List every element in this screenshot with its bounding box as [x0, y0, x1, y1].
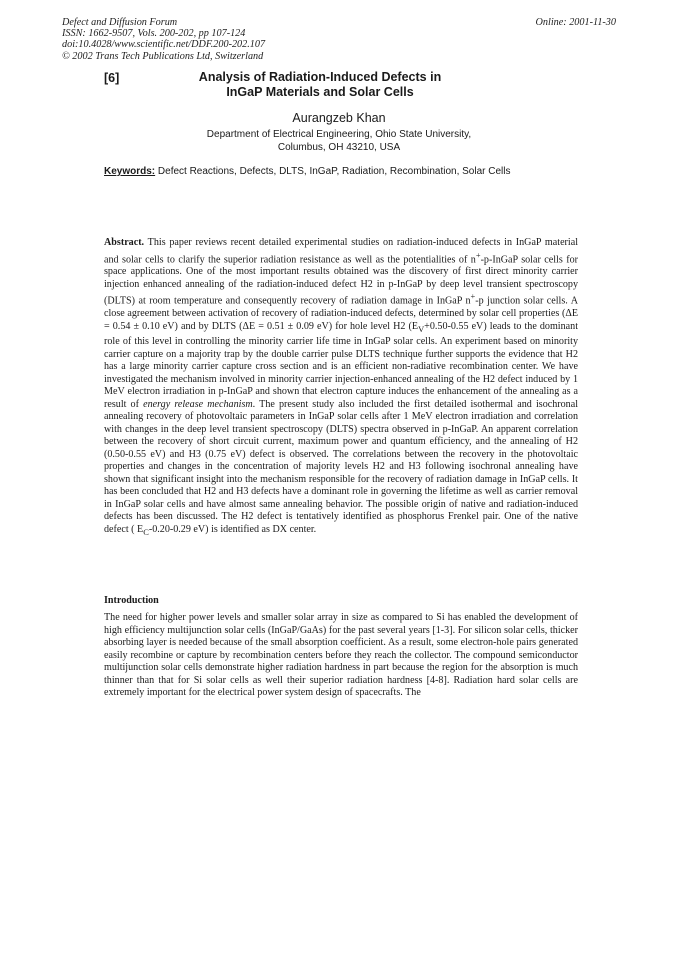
author-name: Aurangzeb Khan	[292, 111, 386, 125]
keywords-list: Defect Reactions, Defects, DLTS, InGaP, Radiation, Recombination, Solar Cells	[157, 166, 511, 177]
abstract-italic-term: energy release mechanism	[143, 398, 253, 410]
journal-header	[62, 17, 265, 62]
online-date: Online: 2001-11-30	[535, 17, 616, 28]
abstract-text-4: +0.50-0.55 eV) leads to the dominant role of this level in controlling the minority carrier life time in InGaP solar cells. An experiment based on minority carrier capture on a majority trap by the double carrier pulse DLTS technique further supports the evidence that H2 has a large minority carrier capture cross section and is an efficient non-radiative recombination center. We have investigated the mechanism involved in minority carrier injection-enhanced annealing of the H2 defect induced by 1 MeV electron irradiation in p-InGaP and shown that electron capture induces the enhancement of the annealing as a result of	[104, 320, 578, 410]
introduction-heading: Introduction	[104, 595, 159, 606]
affiliation	[0, 129, 678, 154]
affiliation-line-1: Department of Electrical Engineering, Ohio State University,	[206, 129, 472, 140]
subscript-c: C	[143, 527, 149, 537]
reference-number: [6]	[104, 71, 120, 85]
abstract-label: Abstract.	[104, 237, 145, 248]
abstract-text-2: -p-InGaP solar cells for space applications. One of the most important results obtained was the discovery of first direct minority carrier injection enhanced annealing of the radiation-induced defect H2 in p-InGaP by deep level transient spectroscopy (DLTS) at room temperature and consequently recovery of radiation damage in InGaP n	[104, 253, 578, 307]
affiliation-line-2: Columbus, OH 43210, USA	[277, 141, 401, 153]
abstract-text-6: -0.20-0.29 eV) is identified as DX center.	[148, 523, 317, 535]
keywords-label: Keywords:	[104, 166, 156, 177]
title-line-2: InGaP Materials and Solar Cells	[226, 85, 414, 99]
subscript-v: V	[418, 324, 425, 334]
abstract-text-3: -p junction solar cells. A close agreement between activation of recovery of radiation-induced defects, determined by solar cell properties (ΔE = 0.54 ± 0.10 eV) and by DLTS (ΔE = 0.51 ± 0.09 eV) for hole level H2 (E	[104, 295, 578, 332]
paper-title	[160, 70, 480, 100]
issn-line: ISSN: 1662-9507, Vols. 200-202, pp 107-124	[62, 28, 246, 40]
doi-line: doi:10.4028/www.scientific.net/DDF.200-202.107	[62, 39, 266, 51]
title-line-1: Analysis of Radiation-Induced Defects in	[198, 70, 442, 84]
superscript-plus: +	[475, 250, 481, 260]
journal-name: Defect and Diffusion Forum	[62, 17, 178, 28]
abstract-paragraph	[104, 237, 578, 539]
abstract-text-5: . The present study also included the first detailed isothermal and isochronal annealing recovery of photovoltaic parameters in InGaP solar cells after 1 MeV electron irradiation and correlation with changes in the deep level transient spectroscopy (DLTS) spectra observed in p-InGaP. An apparent correlation between the recovery of short circuit current, maximum power and quantum efficiency, and the annealing of H2 (0.50-0.55 eV) and H3 (0.75 eV) defect is observed. The correlations between the recovery in the photovoltaic properties and changes in the concentration of majority levels H2 and H3 following isochronal annealing have shown that significant insight into the mechanism responsible for the recovery of radiation damage in InGaP cells. It has been concluded that H2 and H3 defects have a dominant role in governing the lifetime as well as carrier removal in InGaP solar cells and have almost same annealing behavior. The possible origin of native and radiation-induced defects has been discussed. The H2 defect is tentatively identified as phosphorus Frenkel pair. One of the native defect ( E	[104, 398, 579, 535]
keywords	[104, 166, 510, 177]
superscript-plus: +	[470, 292, 476, 302]
introduction-paragraph: The need for higher power levels and smaller solar array in size as compared to Si has enabled the development of high efficiency multijunction solar cells (InGaP/GaAs) for the past several years [1-3]. For silicon solar cells, thicker absorbing layer is needed because of the small absorption coefficient. As a result, some electron-hole pairs generated easily recombine or capture by recombination centers before they reach the collector. The compound semiconductor multijunction solar cells demonstrate higher radiation hardness in part because the region for the absorption is much thinner than that for Si solar cells as well their superior radiation hardness [4-8]. Radiation hard solar cells are extremely important for the electrical power system design of spacecrafts. The	[104, 612, 578, 698]
abstract-text-1: This paper reviews recent detailed experimental studies on radiation-induced defects in InGaP material and solar cells to clarify the superior radiation resistance as well as the potentialities of n	[104, 237, 578, 265]
copyright-line: © 2002 Trans Tech Publications Ltd, Switzerland	[62, 50, 264, 62]
